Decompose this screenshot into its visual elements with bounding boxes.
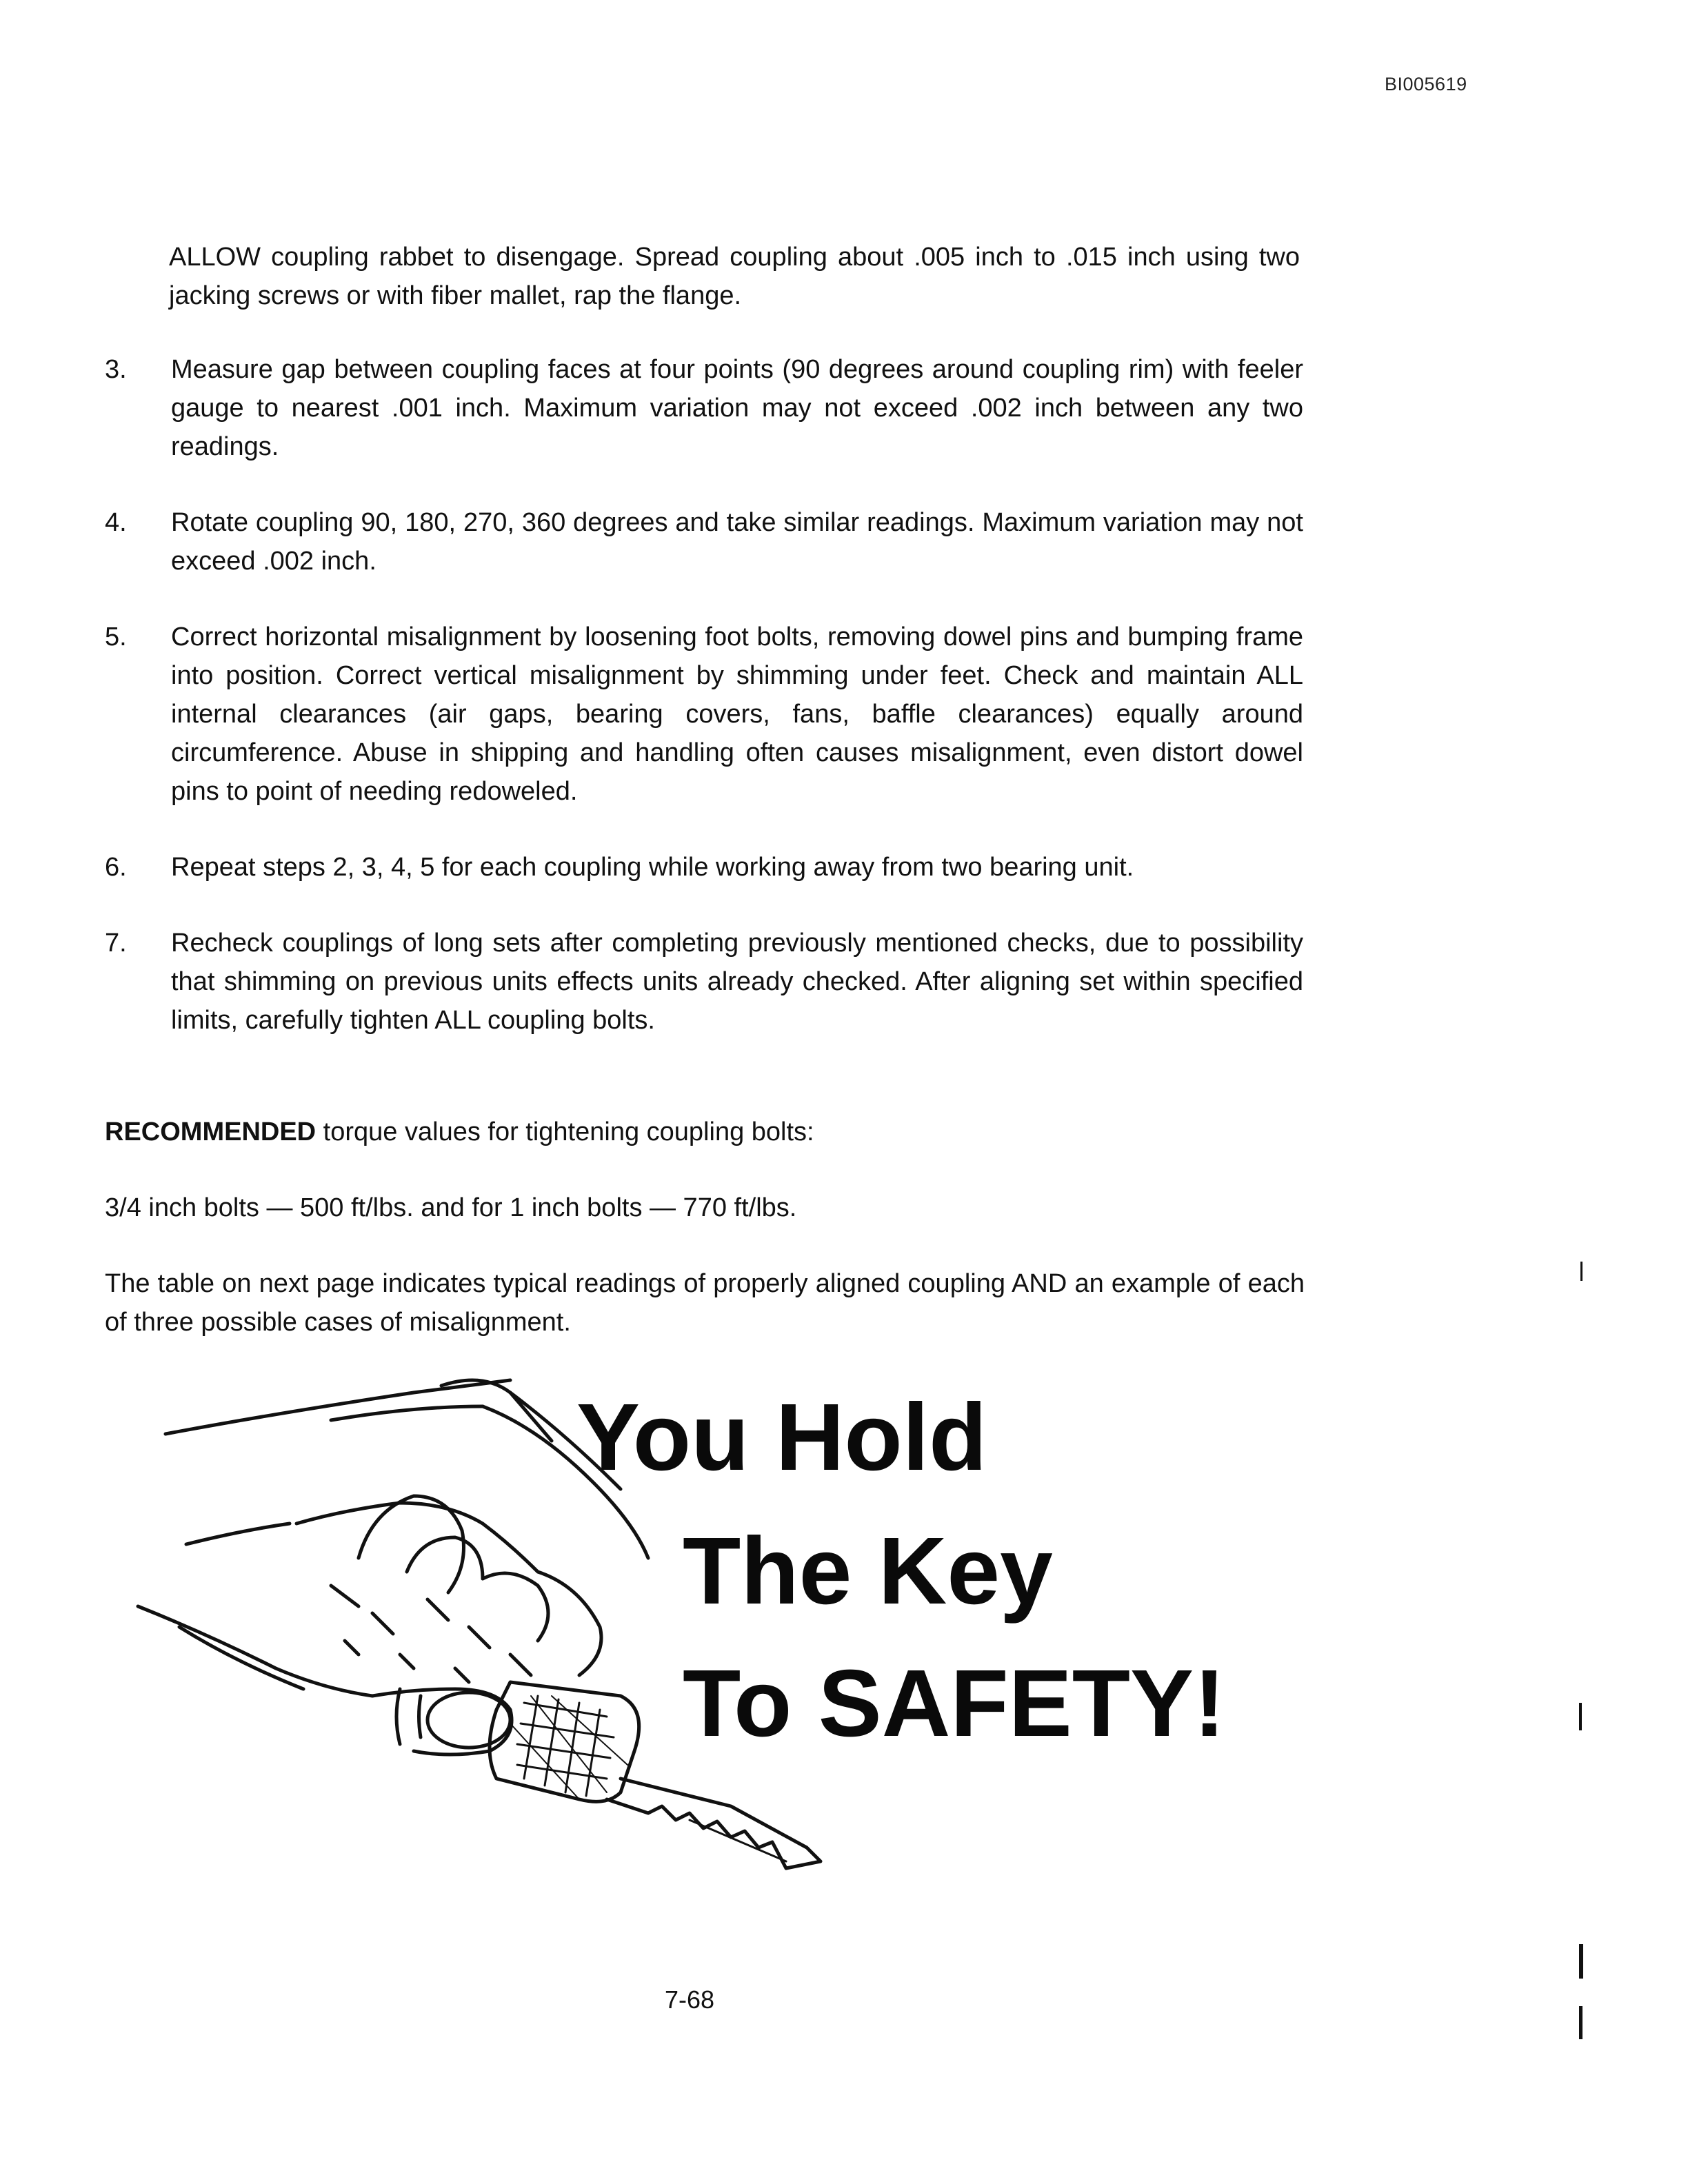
- procedure-steps: [103, 350, 1303, 1077]
- page-number: 7-68: [665, 1985, 715, 2014]
- scan-mark: [1579, 1944, 1583, 1979]
- step-5: [103, 618, 1303, 811]
- step-number: 6.: [105, 853, 127, 882]
- step-number: 4.: [105, 508, 127, 537]
- recommended-label: RECOMMENDED: [105, 1118, 316, 1146]
- step-text: Rotate coupling 90, 180, 270, 360 degrees and take similar readings. Maximum variation may not exceed .002 inch.: [171, 508, 1303, 576]
- step-text: Correct horizontal misalignment by loosening foot bolts, removing dowel pins and bumping frame into position. Correct vertical misalignment by shimming under feet. Check and maintain ALL internal clearances (air gaps, bearing covers, fans, baffle clearances) equally around circumference. Abuse in shipping and handling often causes misalignment, even distort dowel pins to point of needing redoweled.: [171, 623, 1303, 806]
- step-6: [103, 848, 1303, 887]
- slogan-line-1: You Hold: [576, 1384, 987, 1490]
- step-text: Repeat steps 2, 3, 4, 5 for each coupling while working away from two bearing unit.: [171, 853, 1134, 882]
- step-text: Measure gap between coupling faces at four points (90 degrees around coupling rim) with feeler gauge to nearest .001 inch. Maximum variation may not exceed .002 inch between any two readings.: [171, 355, 1303, 461]
- recommended-line: [105, 1113, 814, 1151]
- recommended-text: torque values for tightening coupling bolts:: [316, 1118, 814, 1146]
- step-4: [103, 503, 1303, 580]
- scan-mark: [1580, 1262, 1582, 1281]
- slogan-line-3: To SAFETY!: [683, 1650, 1226, 1757]
- step-number: 3.: [105, 355, 127, 384]
- step-number: 7.: [105, 929, 127, 958]
- slogan-line-2: The Key: [683, 1518, 1053, 1624]
- scan-mark: [1579, 1703, 1582, 1730]
- scan-mark: [1579, 2006, 1582, 2039]
- step-3: [103, 350, 1303, 466]
- step-7: [103, 924, 1303, 1040]
- step-number: 5.: [105, 623, 127, 651]
- intro-paragraph: ALLOW coupling rabbet to disengage. Spread coupling about .005 inch to .015 inch using two jacking screws or with fiber mallet, rap the flange.: [169, 243, 1300, 310]
- table-note: The table on next page indicates typical readings of properly aligned coupling AND an example of each of three possible cases of misalignment.: [105, 1269, 1305, 1337]
- torque-values: 3/4 inch bolts — 500 ft/lbs. and for 1 inch bolts — 770 ft/lbs.: [105, 1193, 797, 1222]
- step-text: Recheck couplings of long sets after completing previously mentioned checks, due to possibility that shimming on previous units effects units already checked. After aligning set within specified limits, carefully tighten ALL coupling bolts.: [171, 929, 1303, 1035]
- document-id: BI005619: [1385, 74, 1467, 94]
